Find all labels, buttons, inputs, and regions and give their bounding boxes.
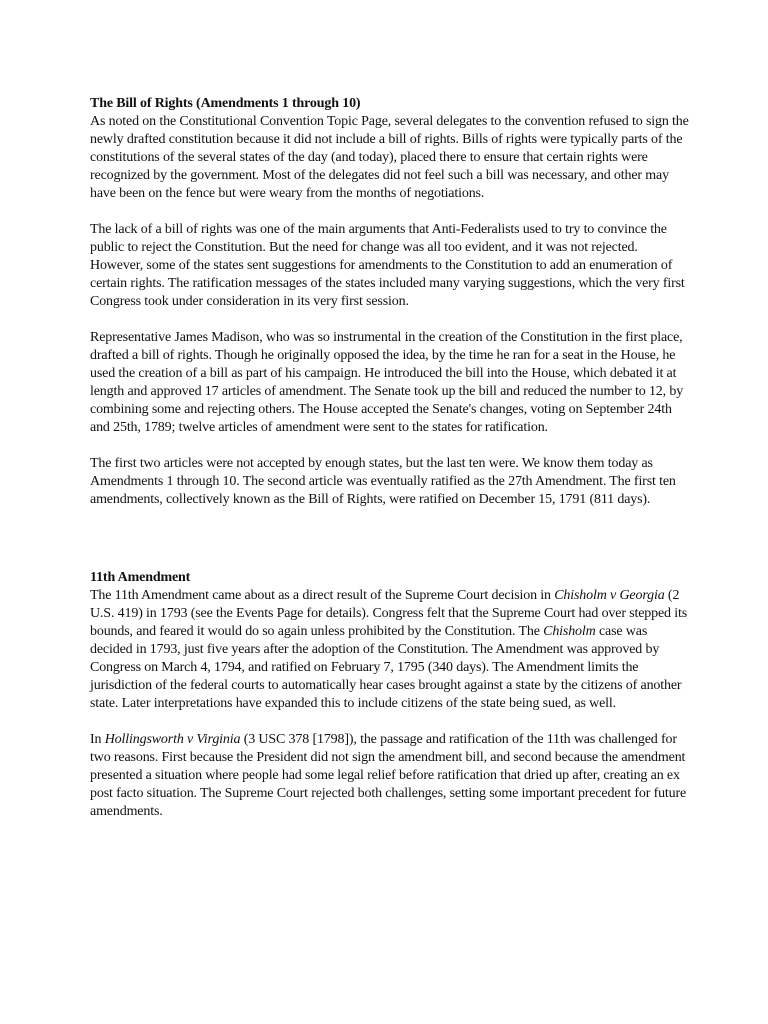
case-name-italic: Chisholm [543, 624, 596, 639]
text-segment: The 11th Amendment came about as a direct result of the Supreme Court decision in [90, 588, 555, 603]
section-bill-of-rights [90, 95, 690, 509]
text-segment: case was decided in 1793, just five years after the adoption of the Constitution. The Amendment was approved by Congress on March 4, 1794, and ratified on February 7, 1795 (340 days). The Amendment limits the jurisdiction of the federal courts to automatically hear cases brought against a state by the citizens of another state. Later interpretations have expanded this to include citizens of the state being sued, as well. [90, 624, 682, 711]
section-spacer [90, 527, 690, 569]
text-segment: The first two articles were not accepted by enough states, but the last ten were. We know them today as Amendments 1 through 10. The second article was eventually ratified as the 27th Amendment. The first ten amendments, collectively known as the Bill of Rights, were ratified on December 15, 1791 (811 days). [90, 456, 676, 507]
paragraph [90, 329, 690, 437]
paragraph [90, 731, 690, 821]
section-title: 11th Amendment [90, 570, 191, 585]
document-page [90, 95, 690, 839]
section-title: The Bill of Rights (Amendments 1 through 10) [90, 96, 361, 111]
case-name-italic: Hollingsworth v Virginia [104, 732, 241, 747]
text-segment: In [90, 732, 105, 747]
text-segment: As noted on the Constitutional Convention Topic Page, several delegates to the convention refused to sign the newly drafted constitution because it did not include a bill of rights. Bills of rights were typically parts of the constitutions of the several states of the day (and today), placed there to ensure that certain rights were recognized by the government. Most of the delegates did not feel such a bill was necessary, and other may have been on the fence but were weary from the months of negotiations. [90, 114, 689, 201]
text-segment: The lack of a bill of rights was one of the main arguments that Anti-Federalists used to try to convince the public to reject the Constitution. But the need for change was all too evident, and it was not rejected. However, some of the states sent suggestions for amendments to the Constitution to add an enumeration of certain rights. The ratification messages of the states included many varying suggestions, which the very first Congress took under consideration in its very first session. [90, 222, 685, 309]
paragraph [90, 455, 690, 509]
section-11th-amendment [90, 569, 690, 821]
text-segment: Representative James Madison, who was so instrumental in the creation of the Constitution in the first place, drafted a bill of rights. Though he originally opposed the idea, by the time he ran for a seat in the House, he used the creation of a bill as part of his campaign. He introduced the bill into the House, which debated it at length and approved 17 articles of amendment. The Senate took up the bill and reduced the number to 12, by combining some and rejecting others. The House accepted the Senate's changes, voting on September 24th and 25th, 1789; twelve articles of amendment were sent to the states for ratification. [90, 330, 684, 435]
paragraph [90, 587, 690, 713]
paragraph [90, 113, 690, 203]
text-segment: (3 USC 378 [1798]), the passage and ratification of the 11th was challenged for two reasons. First because the President did not sign the amendment bill, and second because the amendment presented a situation where people had some legal relief before ratification that dried up after, creating an ex post facto situation. The Supreme Court rejected both challenges, setting some important precedent for future amendments. [90, 732, 687, 819]
case-name-italic: Chisholm v Georgia [554, 588, 665, 603]
text-segment: (2 U.S. 419) in 1793 (see the Events Page for details). Congress felt that the Supreme Court had over stepped its bounds, and feared it would do so again unless prohibited by the Constitution. The [90, 588, 688, 639]
paragraph [90, 221, 690, 311]
